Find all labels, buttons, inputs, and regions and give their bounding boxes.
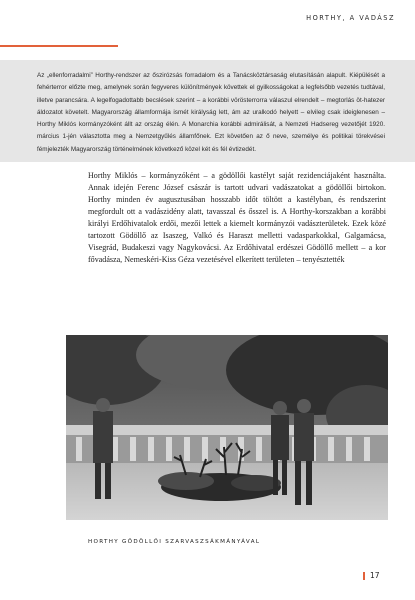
accent-rule bbox=[0, 45, 118, 47]
page-number: 17 bbox=[370, 571, 380, 580]
intro-paragraph: Az „ellenforradalmi” Horthy-rendszer az őszirózsás forradalom és a Tanácsköztársaság elutasításán alapult. Kiépülését a fehérterror előzte meg, amelynek során fegyveres különítmények követtek el gyilkosságokat a legfelsőbb vezetés tudtával, illetve parancsára. A legelfogadottabb becslések szerint – a korábbi vörösterrorra válaszul elrendelt – megtorlás öt-hatezer áldozatot követelt. Magyarország államformája ismét királyság lett, ám az uralkodó helyett – elvileg csak ideiglenesen – Horthy Miklós kormányzóként állt az ország élén. A Monarchia korábbi admirálisát, a Nemzeti Hadsereg vezetőjét 1920. március 1-jén választotta meg a Nemzetgyűlés államfőnek. Ezt követően az ő neve, személye és politikai törekvései fémjelezték Magyarország történelmének következő közel két és fél évtizedét. bbox=[37, 72, 385, 153]
running-header: HORTHY, A VADÁSZ bbox=[306, 14, 395, 22]
photo-caption: HORTHY GÖDÖLLŐI SZARVASZSÁKMÁNYÁVAL bbox=[88, 539, 261, 545]
photograph-icon bbox=[66, 335, 388, 520]
historical-photo bbox=[66, 335, 388, 520]
body-paragraph: Horthy Miklós – kormányzóként – a gödöllői kastélyt saját rezidenciájaként használta. Annak idején Ferenc József császár is tartott udvari vadászatokat a gödöllői birtokon. Horthy minden év augusztusában hosszabb időt töltött a kastélyban, és rendszerint megfordult ott a vadászidény alatt, tavasszal és ősszel is. A Horthy-korszakban a korábbi királyi Erdőhivatalok erdői, mezői lettek a kiemelt kormányzói vadászterületek. Ezek közé tartozott Gödöllő az Isaszeg, Valkó és Haraszt melletti vadasparkokkal, Galgamácsa, Visegrád, Budakeszi vagy Nagykovácsi. Az Erdőhivatal erdészei Gödöllő mellett – a kor fővadásza, Nemeskéri-Kiss Géza vezetésével elkerített területen – tenyésztették bbox=[88, 171, 386, 265]
page-number-rule bbox=[363, 572, 365, 580]
